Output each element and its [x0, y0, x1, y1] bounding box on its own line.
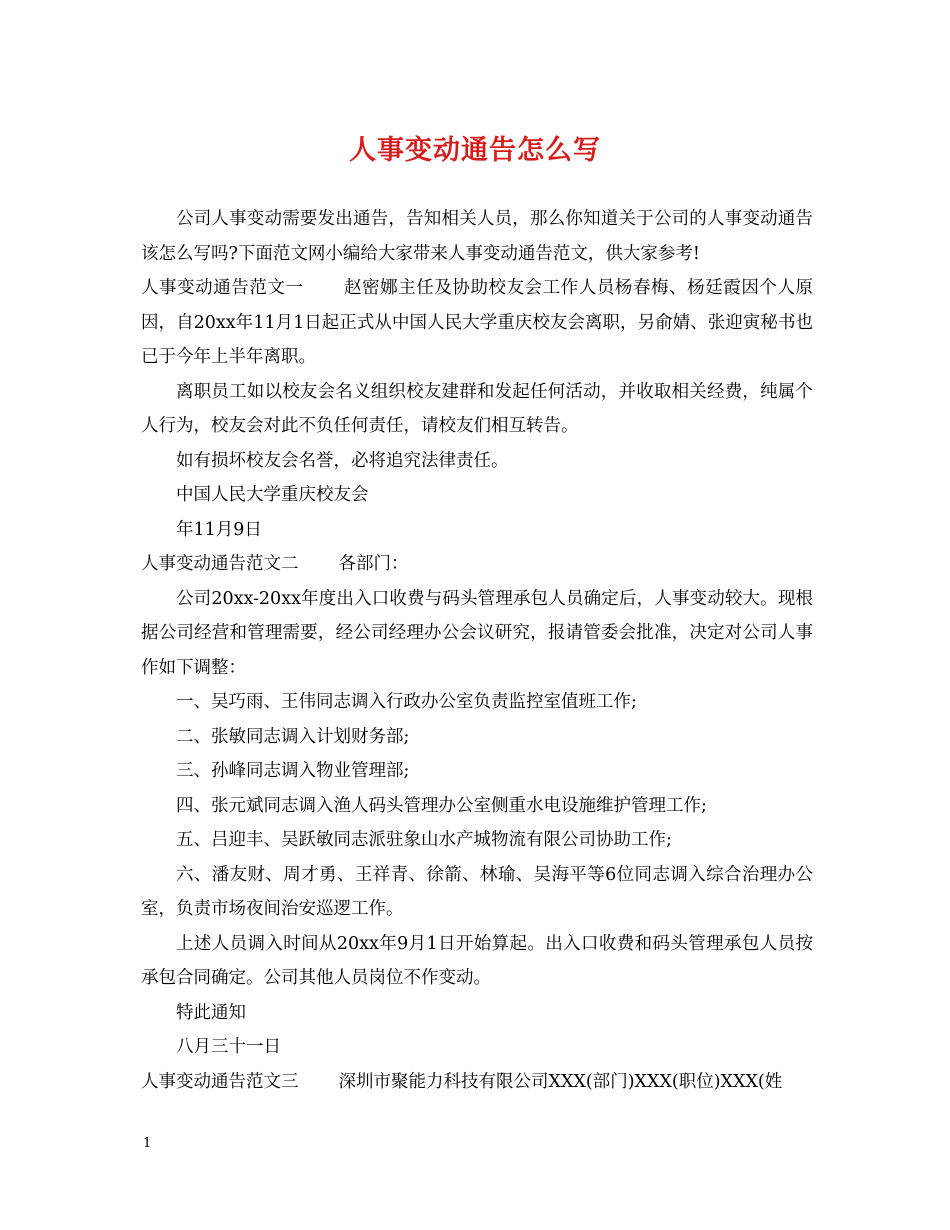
list-item: [141, 858, 813, 927]
paragraph-text: 八月三十一日: [176, 1037, 281, 1057]
paragraph: [141, 927, 813, 996]
list-item: [141, 823, 813, 858]
paragraph: [141, 202, 813, 271]
paragraph-text: 赵密娜主任及协助校友会工作人员杨春梅、杨廷霞因个人原因，自20xx年11月1日起正式从中国人民大学重庆校友会离职，另俞婧、张迎寅秘书也已于今年上半年离职。: [141, 278, 813, 367]
page-number: 1: [143, 1136, 152, 1151]
list-item: [141, 685, 813, 720]
date-line: [141, 1030, 813, 1065]
list-item: [141, 754, 813, 789]
paragraph-text: 离职员工如以校友会名义组织校友建群和发起任何活动，并收取相关经费，纯属个人行为，校友会对此不负任何责任，请校友们相互转告。: [141, 381, 813, 436]
list-item: [141, 720, 813, 755]
paragraph-text: 一、吴巧雨、王伟同志调入行政办公室负责监控室值班工作;: [176, 692, 637, 712]
section-heading: 人事变动通告范文一: [141, 278, 304, 298]
section-heading: 人事变动通告范文二: [141, 554, 299, 574]
paragraph: [141, 444, 813, 479]
paragraph-text: 特此通知: [176, 1002, 246, 1023]
paragraph-text: 上述人员调入时间从20xx年9月1日开始算起。出入口收费和码头管理承包人员按承包合同确定。公司其他人员岗位不作变动。: [141, 933, 813, 988]
document-body: [141, 202, 813, 1099]
paragraph: [141, 582, 813, 686]
paragraph-text: 如有损坏校友会名誉，必将追究法律责任。: [176, 450, 509, 471]
paragraph-text: 深圳市聚能力科技有限公司XXX(部门)XXX(职位)XXX(姓: [338, 1071, 783, 1092]
paragraph-text: 二、张敏同志调入计划财务部;: [176, 726, 410, 747]
paragraph-text: 年11月9日: [176, 519, 262, 540]
date-line: [141, 513, 813, 548]
paragraph-text: 六、潘友财、周才勇、王祥青、徐箭、林瑜、吴海平等6位同志调入综合治理办公室，负责市场夜间治安巡逻工作。: [141, 864, 813, 919]
paragraph: [141, 547, 813, 582]
list-item: [141, 789, 813, 824]
paragraph-text: 中国人民大学重庆校友会: [176, 485, 369, 505]
paragraph: [141, 1065, 813, 1100]
paragraph: [141, 375, 813, 444]
paragraph-text: 公司20xx-20xx年度出入口收费与码头管理承包人员确定后，人事变动较大。现根据公司经营和管理需要，经公司经理办公会议研究，报请管委会批准，决定对公司人事作如下调整：: [141, 588, 813, 678]
paragraph-text: 各部门：: [338, 554, 409, 574]
document-title: 人事变动通告怎么写: [349, 135, 601, 166]
section-heading: 人事变动通告范文三: [141, 1071, 299, 1092]
closing-line: [141, 996, 813, 1031]
paragraph-text: 公司人事变动需要发出通告，告知相关人员，那么你知道关于公司的人事变动通告该怎么写吗?下面范文网小编给大家带来人事变动通告范文，供大家参考!: [141, 209, 813, 264]
paragraph: [141, 271, 813, 375]
signature-line: [141, 478, 813, 513]
paragraph-text: 五、吕迎丰、吴跃敏同志派驻象山水产城物流有限公司协助工作;: [176, 830, 672, 850]
paragraph-text: 四、张元斌同志调入渔人码头管理办公室侧重水电设施维护管理工作;: [176, 795, 707, 816]
paragraph-text: 三、孙峰同志调入物业管理部;: [176, 761, 410, 781]
